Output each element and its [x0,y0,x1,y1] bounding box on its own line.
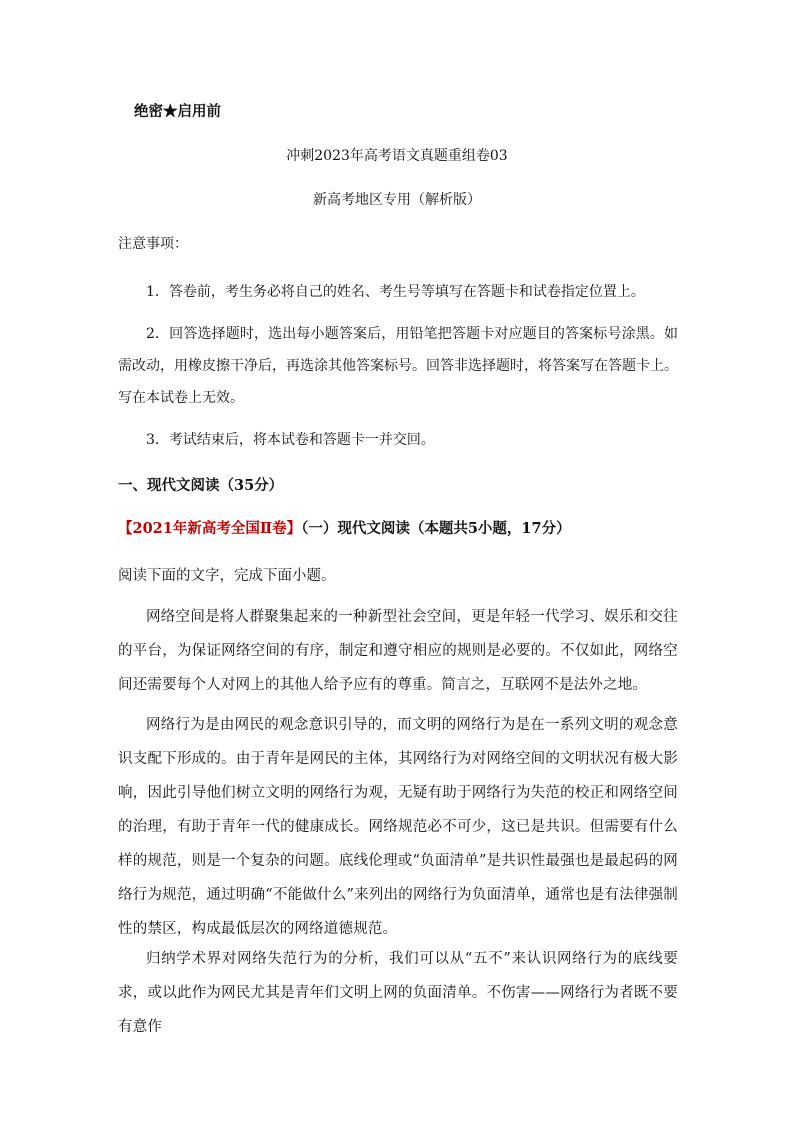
notice-item-1: 1．答卷前，考生务必将自己的姓名、考生号等填写在答题卡和试卷指定位置上。 [146,284,645,300]
page-subtitle: 新高考地区专用（解析版） [313,192,481,208]
subsection-title: （一）现代文阅读（本题共5小题，17分） [301,520,571,537]
notice-item-2: 2．回答选择题时，选出每小题答案后，用铅笔把答题卡对应题目的答案标号涂黑。如需改动，用橡皮擦干净后，再选涂其他答案标号。回答非选择题时，将答案写在答题卡上。写在本试卷上无效。 [118,326,678,406]
page-title: 冲刺2023年高考语文真题重组卷03 [286,148,508,164]
reading-instruction: 阅读下面的文字，完成下面小题。 [118,568,336,584]
notice-heading: 注意事项： [118,236,188,252]
passage-paragraph-3: 归纳学术界对网络失范行为的分析，我们可以从“五不”来认识网络行为的底线要求，或以此作为网民尤其是青年们文明上网的负面清单。不伤害——网络行为者既不要有意作 [118,951,678,1035]
section-heading: 一、现代文阅读（35分） [118,477,284,494]
notice-item-3: 3．考试结束后，将本试卷和答题卡一并交回。 [146,432,435,448]
passage-paragraph-1: 网络空间是将人群聚集起来的一种新型社会空间，更是年轻一代学习、娱乐和交往的平台，为保证网络空间的有序，制定和遵守相应的规则是必要的。不仅如此，网络空间还需要每个人对网上的其他人给予应有的尊重。简言之，互联网不是法外之地。 [118,609,678,693]
subsection-heading [118,519,571,539]
secret-label: 绝密★启用前 [134,103,221,120]
exam-source-tag: 【2021年新高考全国Ⅱ卷】 [118,520,302,537]
passage-paragraph-2: 网络行为是由网民的观念意识引导的，而文明的网络行为是在一系列文明的观念意识支配下形成的。由于青年是网民的主体，其网络行为对网络空间的文明状况有极大影响，因此引导他们树立文明的网络行为观，无疑有助于网络行为失范的校正和网络空间的治理，有助于青年一代的健康成长。网络规范必不可少，这已是共识。但需要有什么样的规范，则是一个复杂的问题。底线伦理或“负面清单”是共识性最强也是最起码的网络行为规范，通过明确“不能做什么”来列出的网络行为负面清单，通常也是有法律强制性的禁区，构成最低层次的网络道德规范。 [118,717,678,937]
